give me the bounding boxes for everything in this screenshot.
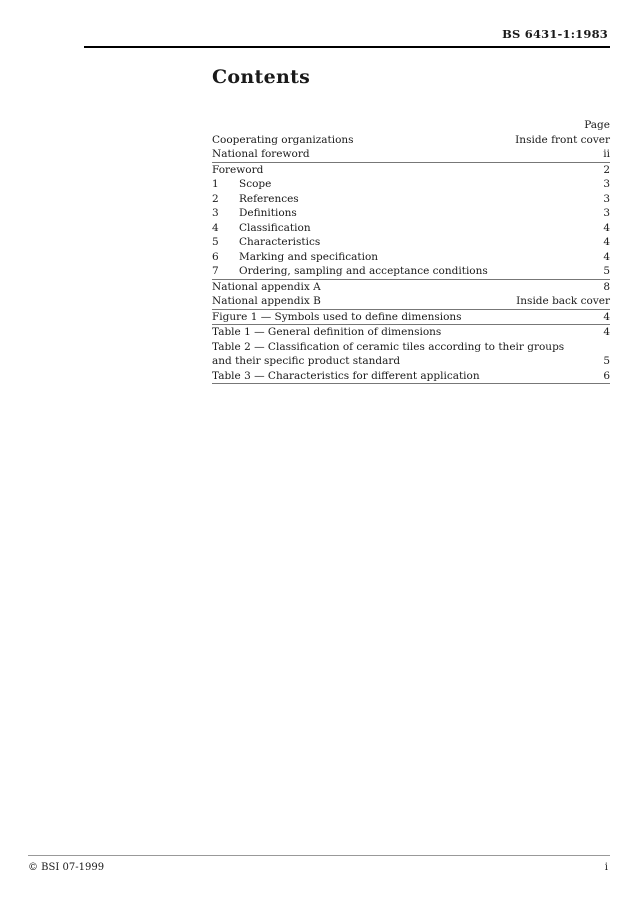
- toc-entry-number: 6: [212, 250, 219, 263]
- toc-entry[interactable]: [212, 147, 610, 162]
- toc-entry-page: 4: [603, 326, 610, 338]
- toc-entry-label: Definitions: [239, 207, 297, 219]
- toc-entry-number: 4: [212, 221, 219, 234]
- toc-entry-label: National appendix B: [212, 295, 321, 307]
- document-id: BS 6431-1:1983: [502, 27, 608, 41]
- toc-entry-label: References: [239, 192, 299, 205]
- toc-entry[interactable]: [212, 192, 610, 207]
- contents-heading: Contents: [212, 66, 311, 88]
- toc-entry-label: National foreword: [212, 148, 310, 160]
- toc-entry[interactable]: [212, 235, 610, 250]
- toc-entry-label: Ordering, sampling and acceptance conditions: [239, 265, 488, 277]
- toc-entry-page: 3: [603, 192, 610, 205]
- toc-entry[interactable]: [212, 133, 610, 148]
- footer-copyright: © BSI 07-1999: [28, 862, 105, 873]
- toc-entry-page: 6: [603, 369, 610, 382]
- toc-entry[interactable]: [212, 163, 610, 178]
- toc-entry-label: Scope: [239, 178, 272, 190]
- toc-entry-label: Table 2 — Classification of ceramic tiles according to their groups: [212, 340, 565, 353]
- toc-entry-page: 3: [603, 178, 610, 190]
- footer-page-number: i: [604, 862, 608, 873]
- toc-entry-page: 2: [603, 163, 610, 176]
- toc-bottom-rule: [212, 383, 610, 384]
- toc-entry-page: 8: [603, 280, 610, 293]
- toc-group: [212, 324, 610, 383]
- page-column-heading: Page: [584, 119, 610, 131]
- toc-group: [212, 279, 610, 309]
- toc-entry-page: 3: [603, 207, 610, 219]
- toc-entry[interactable]: [212, 325, 610, 340]
- toc-group: [212, 133, 610, 162]
- toc-entry[interactable]: [212, 250, 610, 265]
- toc-entry-label: Marking and specification: [239, 250, 379, 263]
- toc-entry-label: Figure 1 — Symbols used to define dimensions: [212, 310, 462, 323]
- toc-entry[interactable]: [212, 177, 610, 192]
- toc-entry[interactable]: [212, 294, 610, 309]
- toc-entry-page: 5: [603, 355, 610, 367]
- toc-entry-multiline[interactable]: [212, 340, 610, 369]
- header-rule: [84, 46, 610, 48]
- toc-entry-page: 4: [603, 221, 610, 234]
- toc-entry-number: 2: [212, 192, 219, 205]
- toc-entry-label: Table 1 — General definition of dimensions: [212, 326, 442, 338]
- toc-entry-page: 4: [603, 310, 610, 323]
- toc-entry-page: ii: [603, 148, 610, 160]
- toc-entry-number: 1: [212, 178, 219, 190]
- toc-entry-label-continued: and their specific product standard: [212, 355, 401, 367]
- toc-entry[interactable]: [212, 264, 610, 279]
- table-of-contents: [212, 118, 610, 384]
- toc-entry-number: 5: [212, 236, 219, 248]
- toc-entry-page: Inside front cover: [515, 133, 610, 146]
- toc-entry-page: Inside back cover: [516, 295, 610, 307]
- toc-entry-number: 3: [212, 207, 219, 219]
- toc-entry-continued: [212, 354, 610, 369]
- toc-entry[interactable]: [212, 310, 610, 325]
- toc-entry-page: 5: [603, 265, 610, 277]
- toc-entry[interactable]: [212, 221, 610, 236]
- toc-entry[interactable]: [212, 369, 610, 384]
- toc-entry-label: Cooperating organizations: [212, 133, 354, 146]
- toc-entry-label: Foreword: [212, 163, 264, 176]
- toc-entry-page: 4: [603, 236, 610, 248]
- toc-entry-label: Classification: [239, 221, 311, 234]
- toc-entry-label: Table 3 — Characteristics for different application: [212, 369, 480, 382]
- toc-entry-label: Characteristics: [239, 236, 321, 248]
- footer-rule: [28, 855, 610, 856]
- toc-group: [212, 162, 610, 279]
- toc-entry-number: 7: [212, 265, 219, 277]
- toc-entry-label: National appendix A: [212, 280, 321, 293]
- toc-entry-page: 4: [603, 250, 610, 263]
- toc-entry[interactable]: [212, 206, 610, 221]
- toc-group: [212, 309, 610, 325]
- toc-entry[interactable]: [212, 280, 610, 295]
